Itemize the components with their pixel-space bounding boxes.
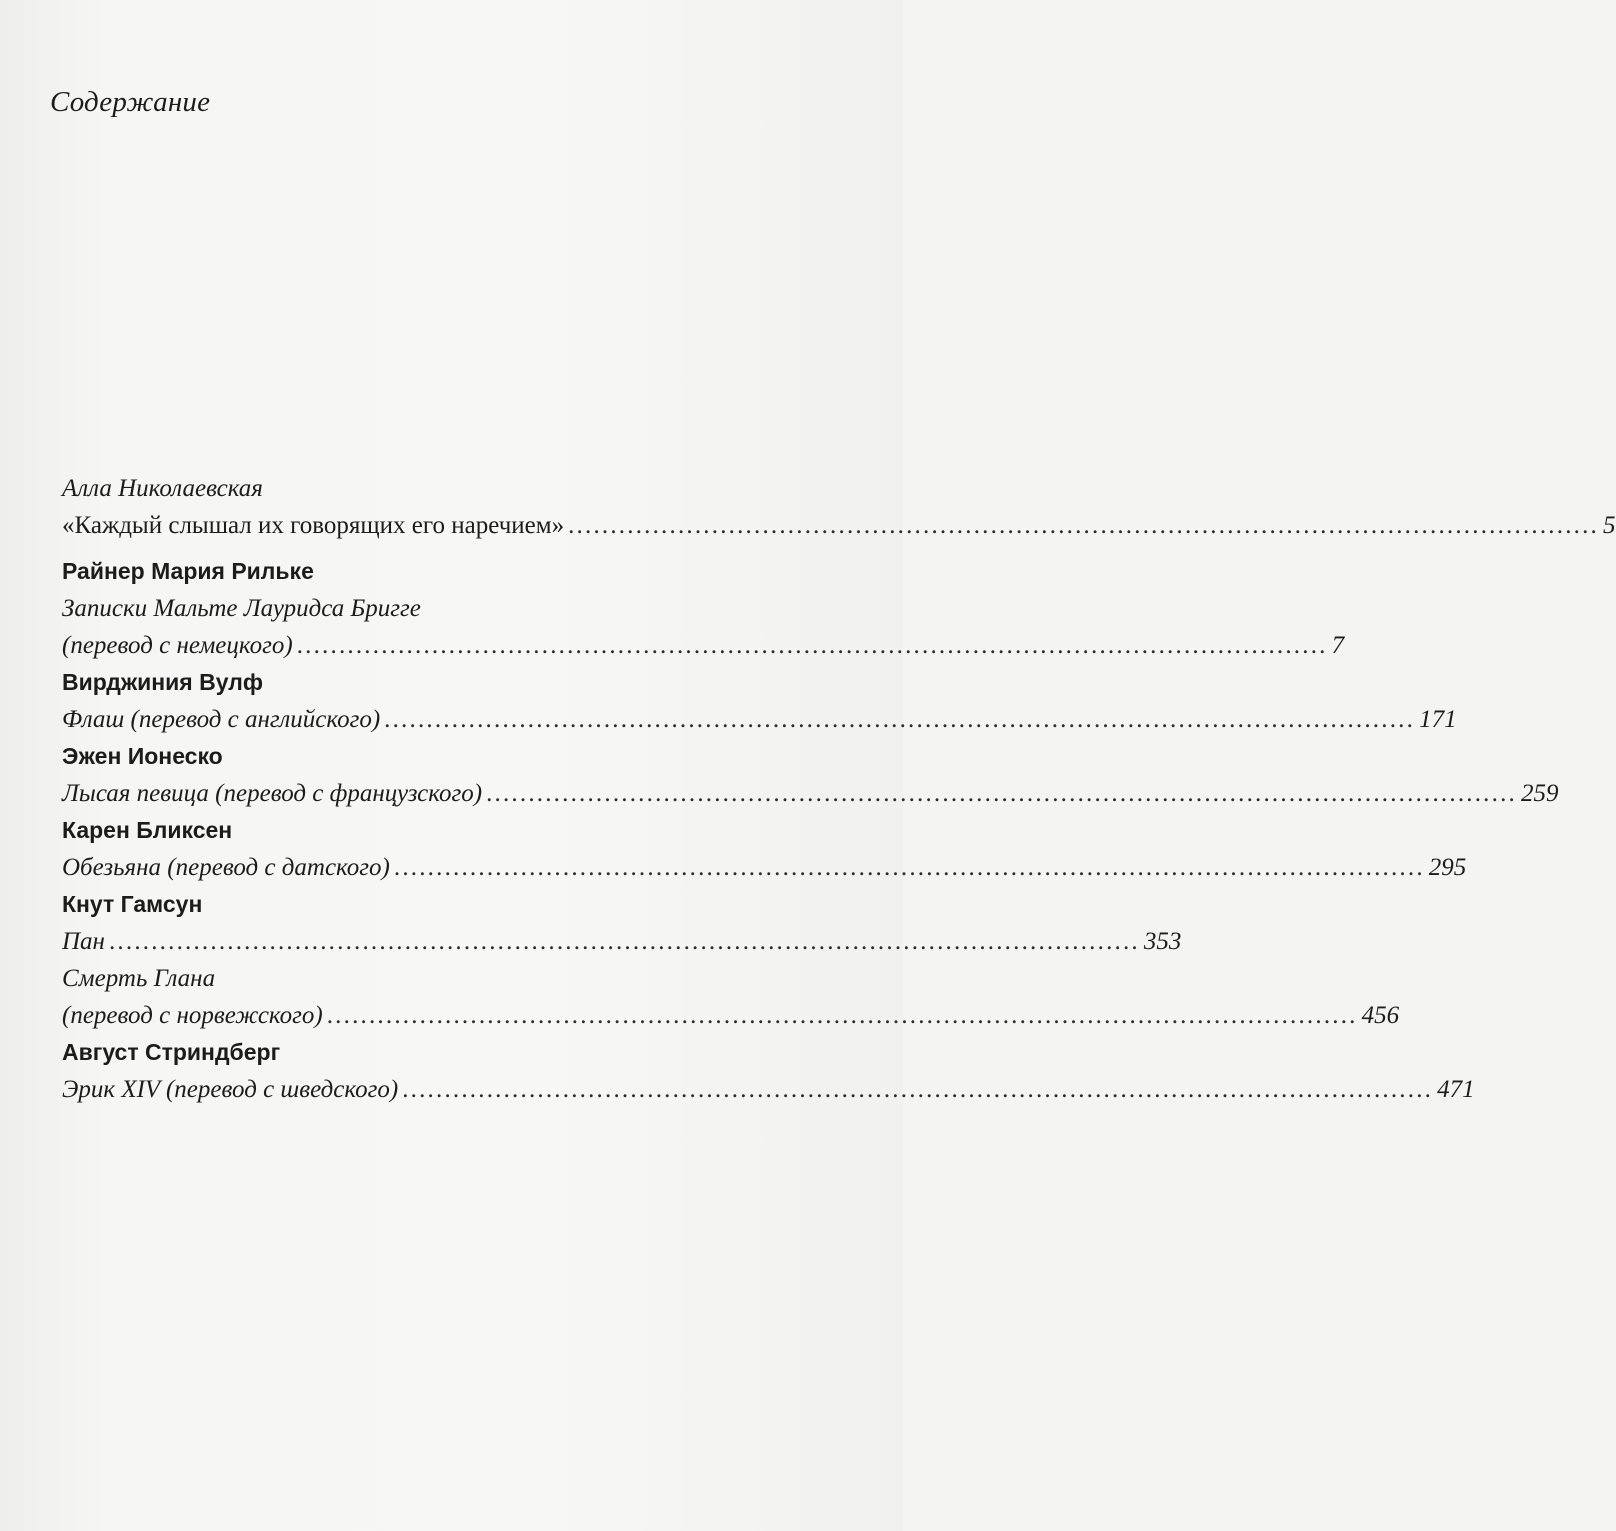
toc-author: Август Стриндберг bbox=[62, 1039, 281, 1065]
toc-author: Кнут Гамсун bbox=[62, 891, 203, 917]
toc-author-line bbox=[62, 817, 768, 854]
toc-author-line bbox=[62, 1039, 768, 1076]
toc-page-number: 259 bbox=[1520, 780, 1559, 807]
toc-title: Обезьяна (перевод с датского) bbox=[62, 854, 390, 881]
toc-author: Вирджиния Вулф bbox=[62, 669, 263, 695]
toc-title: Записки Мальте Лауридса Бригге bbox=[62, 595, 421, 622]
toc-entry bbox=[62, 512, 1616, 549]
toc-entry bbox=[62, 1076, 1475, 1113]
toc-author: Эжен Ионеско bbox=[62, 743, 223, 769]
toc-author: Карен Бликсен bbox=[62, 817, 233, 843]
toc-page-number: 353 bbox=[1143, 928, 1182, 955]
toc-title-continued: (перевод с норвежского) bbox=[62, 1002, 323, 1029]
toc-entry bbox=[62, 854, 1467, 891]
dot-leader: .......................................................................................................................... bbox=[296, 632, 1328, 659]
toc-title: «Каждый слышал их говорящих его наречием» bbox=[62, 512, 565, 539]
page-title: Содержание bbox=[50, 86, 211, 118]
toc-author-line bbox=[62, 558, 768, 595]
toc-entry bbox=[62, 928, 1182, 965]
dot-leader: .......................................................................................................................... bbox=[384, 706, 1416, 733]
toc-title-continued: (перевод с немецкого) bbox=[62, 632, 293, 659]
toc-page-number: 471 bbox=[1437, 1076, 1475, 1103]
toc-entry bbox=[62, 1002, 1400, 1039]
toc-title: Флаш (перевод с английского) bbox=[62, 706, 381, 733]
dot-leader: .......................................................................................................................... bbox=[393, 854, 1425, 881]
toc-page-number: 456 bbox=[1361, 1002, 1400, 1029]
toc-author-line bbox=[62, 475, 768, 512]
toc-entry bbox=[62, 706, 1457, 743]
toc-author: Алла Николаевская bbox=[62, 475, 263, 502]
dot-leader: .......................................................................................................................... bbox=[108, 928, 1140, 955]
dot-leader: .......................................................................................................................... bbox=[568, 512, 1599, 539]
toc-entry bbox=[62, 632, 1345, 669]
toc-author: Райнер Мария Рильке bbox=[62, 558, 314, 584]
toc-page-number: 295 bbox=[1428, 854, 1467, 881]
toc-page-number: 171 bbox=[1419, 706, 1457, 733]
dot-leader: .......................................................................................................................... bbox=[326, 1002, 1358, 1029]
toc-page-number: 5 bbox=[1603, 512, 1616, 539]
dot-leader: .......................................................................................................................... bbox=[402, 1076, 1434, 1103]
dot-leader: .......................................................................................................................... bbox=[486, 780, 1517, 807]
toc-entry-title-line bbox=[62, 595, 768, 632]
table-of-contents bbox=[62, 475, 1616, 1113]
toc-page-number: 7 bbox=[1331, 632, 1345, 659]
toc-entry bbox=[62, 780, 1559, 817]
toc-author-line bbox=[62, 669, 768, 706]
toc-title: Лысая певица (перевод с французского) bbox=[62, 780, 483, 807]
toc-entry-title-line bbox=[62, 965, 768, 1002]
toc-author-line bbox=[62, 743, 768, 780]
toc-title: Пан bbox=[62, 928, 105, 955]
toc-author-line bbox=[62, 891, 768, 928]
toc-title: Эрик XIV (перевод с шведского) bbox=[62, 1076, 399, 1103]
toc-title: Смерть Глана bbox=[62, 965, 216, 992]
